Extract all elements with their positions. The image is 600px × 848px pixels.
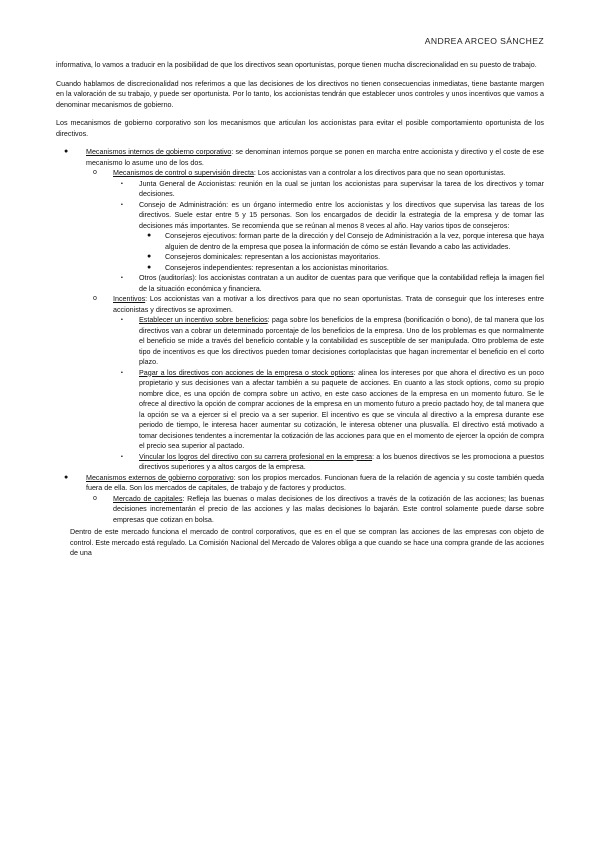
list-item-consejeros-independientes <box>56 263 544 274</box>
bullet-circle-icon: o <box>93 494 97 502</box>
consejeros-text: Consejeros ejecutivos: forman parte de la dirección y del Consejo de Administración a la vez, porque interesa que haya alguien de dentro de la empresa que posea la información de cómo se están llevando a cabo las actividades. <box>165 232 544 251</box>
consejeros-text: Consejeros dominicales: representan a los accionistas mayoritarios. <box>165 253 381 261</box>
paragraph: Los mecanismos de gobierno corporativo son los mecanismos que articulan los accionistas para evitar el posible comportamiento oportunista de los directivos. <box>56 119 544 138</box>
carrera-title: Vincular los logros del directivo con su carrera profesional en la empresa <box>139 452 373 461</box>
list-item-control <box>56 168 544 179</box>
internos-text: : se denominan internos porque se ponen en marcha entre accionista y directivo y el coste de ese mecanismo lo asume uno de los dos. <box>86 148 544 167</box>
list-item-acciones <box>56 368 544 452</box>
bullet-square-icon: ▪ <box>121 275 123 281</box>
bullet-disc-icon: ● <box>147 253 152 260</box>
bullet-disc-icon: ● <box>147 232 152 239</box>
bullet-disc-icon: ● <box>64 148 69 155</box>
carrera-text: : a los buenos directivos se les promociona a puestos directivos superiores y a altos cargos de la empresa. <box>139 452 544 471</box>
list-item-consejeros-dominicales <box>56 252 544 263</box>
bullet-square-icon: ▪ <box>121 201 123 208</box>
continuation-paragraph: Dentro de este mercado funciona el mercado de control corporativos, que es en el que se compran las acciones de las empresas con objeto de control. Este mercado está regulado. La Comisión Nacional del Mercado de Valores obliga a que cuando se hace una compra grande de las acciones de una <box>70 528 544 557</box>
list-item-consejeros-ejecutivos <box>56 231 544 252</box>
externos-text: : son los propios mercados. Funcionan fuera de la relación de agencia y su coste también queda fuera de ella. Son los mercados de capitales, de trabajo y de factores y productos. <box>86 473 544 492</box>
list-item-beneficios <box>56 315 544 368</box>
control-text: : Los accionistas van a controlar a los directivos para que no sean oportunistas. <box>253 169 506 177</box>
junta-text: Junta General de Accionistas: reunión en la cual se juntan los accionistas para supervisar la tarea de los directivos y tomar decisiones. <box>139 179 544 198</box>
internos-title: Mecanismos internos de gobierno corporativo <box>86 148 232 156</box>
beneficios-text: : paga sobre los beneficios de la empresa (bonificación o bono), de tal manera que los directivos van a cobrar un determinado porcentaje de los beneficios de la empresa. Uno de los problemas es que normalmente el beneficio se mide a través del beneficio contable y la contabilidad es susceptible de ser manipulada. Otro problema de este tipo de incentivos es que los directivos pueden tomar decisiones cortoplacistas que hagan incrementar el beneficio en el corto plazo. <box>139 316 544 366</box>
bullet-disc-icon: ● <box>147 263 152 271</box>
bullet-disc-icon: ● <box>64 473 69 481</box>
list-item-capitales <box>56 494 544 526</box>
bullet-square-icon: ▪ <box>121 180 123 187</box>
list-item-incentivos <box>56 294 544 315</box>
otros-text: Otros (auditorías): los accionistas contratan a un auditor de cuentas para que verifique que la contabilidad refleja la imagen fiel de la situación económica y financiera. <box>139 274 544 293</box>
incentivos-text: : Los accionistas van a motivar a los directivos para que no sean oportunistas. Trata de conseguir que los intereses entre accionistas y directivos se aproximen. <box>113 295 544 314</box>
author-header: ANDREA ARCEO SÁNCHEZ <box>424 36 544 46</box>
bullet-square-icon: ▪ <box>121 317 123 323</box>
consejeros-text: Consejeros independientes: representan a los accionistas minoritarios. <box>165 263 389 272</box>
paragraph: informativa, lo vamos a traducir en la posibilidad de que los directivos sean oportunistas, porque tienen mucha discrecionalidad en su puesto de trabajo. <box>56 61 537 69</box>
list-item-carrera <box>56 452 544 473</box>
bullet-square-icon: ▪ <box>121 369 123 376</box>
list-item-consejo <box>56 200 544 232</box>
paragraph: Cuando hablamos de discrecionalidad nos referimos a que las decisiones de los directivos no tienen consecuencias inmediatas, tiene bastante margen en la valoración de su trabajo, y puede ser oportunista. Por lo tanto, los accionistas tendrán que establecer unos controles y unos incentivos que vamos a denominar mecanismos de gobierno. <box>56 79 544 109</box>
bullet-circle-icon: o <box>93 169 97 176</box>
list-item-otros <box>56 273 544 294</box>
bullet-circle-icon: o <box>93 295 97 302</box>
capitales-text: : Refleja las buenas o malas decisiones de los directivos a través de la cotización de las acciones; las buenas decisiones incrementarán el precio de las acciones y las malas decisiones lo bajarán. Este control solamente puede darse sobre empresas que cotizan en bolsa. <box>113 494 544 524</box>
acciones-title: Pagar a los directivos con acciones de la empresa o stock options <box>139 368 354 377</box>
list-item-junta <box>56 179 544 200</box>
control-title: Mecanismos de control o supervisión directa <box>113 169 254 177</box>
incentivos-title: Incentivos <box>113 295 146 303</box>
externos-title: Mecanismos externos de gobierno corporativo <box>86 473 234 482</box>
beneficios-title: Establecer un incentivo sobre beneficios <box>139 316 268 324</box>
list-item-externos <box>56 473 544 494</box>
bullet-square-icon: ▪ <box>121 453 123 460</box>
list-item-internos <box>56 147 544 168</box>
acciones-text: : alinea los intereses por que ahora el directivo es un poco propietario y sus decisiones van a afectar también a su paquete de acciones. En cuanto a las stock options, como su propio nombre dice, es una opción de compra sobre un activo, en este caso acciones de la empresa en un momento futuro. Se le ofrece al directivo la opción de comprar acciones de la empresa en un momento futuro a precio pactado hoy, de tal manera que la opción se va a ejercer si el precio va a ser superior. El incentivo es que se vincula al directivo a la empresa durante ese periodo de tiempo, le interesa hacer aumentar su cotización, le interesa obtener una plusvalía. El directivo está motivado a tomar decisiones tendentes a incrementar la cotización de las acciones para que en el momento de ejercer la opción de compra el precio sea superior al pactado. <box>139 368 544 450</box>
document-body <box>56 60 544 559</box>
consejo-text: Consejo de Administración: es un órgano intermedio entre los accionistas y los directivos que supervisa las tareas de los directivos. Suele estar entre 5 y 15 personas. Son los encargados de decidir la estrategia de la empresa y de tomar las decisiones más importantes. Se recomienda que se reúnan al menos 8 veces al año. Hay varios tipos de consejeros: <box>139 200 544 230</box>
capitales-title: Mercado de capitales <box>113 494 183 503</box>
